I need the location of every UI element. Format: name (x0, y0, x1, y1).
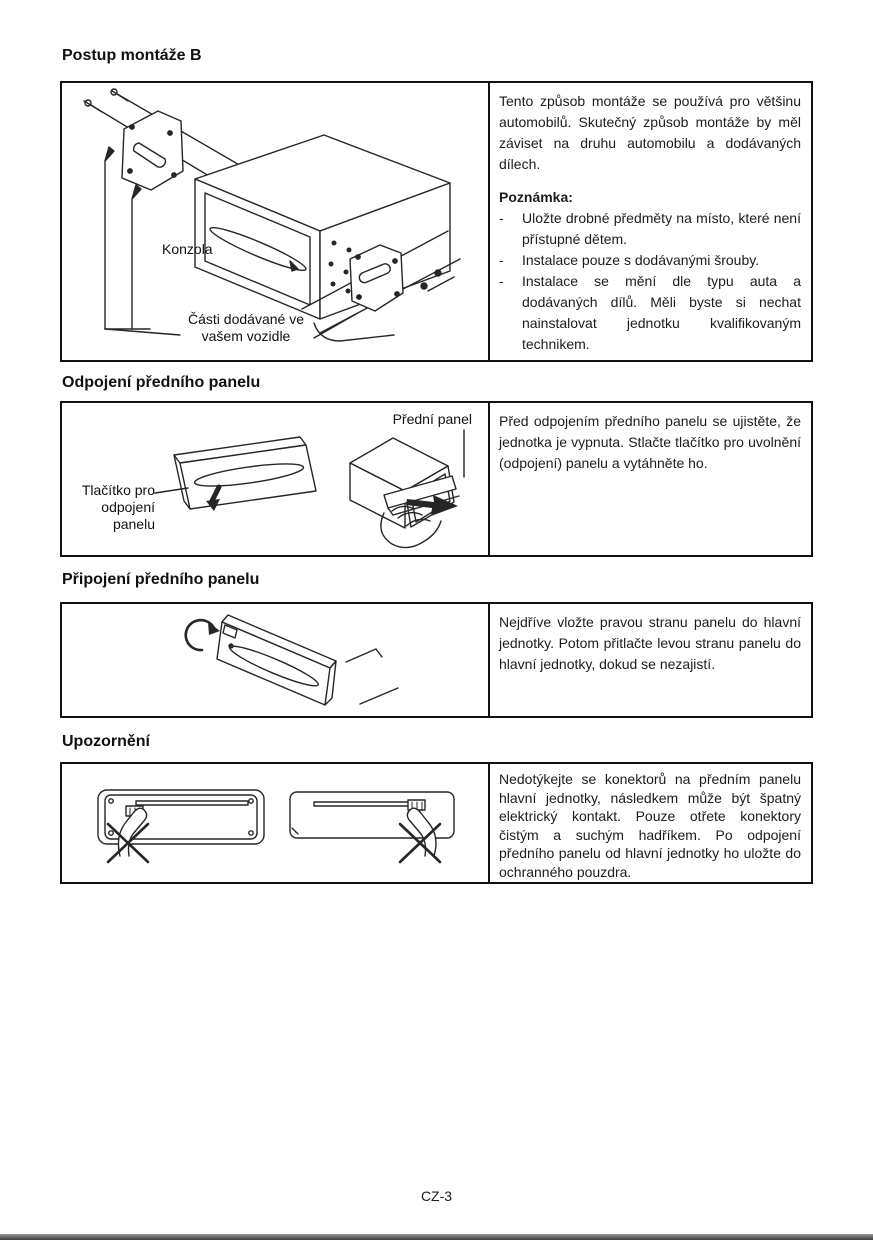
section-heading-caution: Upozornění (62, 733, 150, 750)
note-title: Poznámka: (499, 189, 573, 205)
scan-artifact-bar (0, 1234, 873, 1240)
section-heading-attach-panel: Připojení předního panelu (62, 571, 260, 588)
section-heading-mounting-procedure-b: Postup montáže B (62, 47, 202, 64)
caution-diagram-cell (62, 764, 490, 882)
detach-diagram-cell (62, 403, 490, 555)
label-konzola: Konzola (162, 241, 213, 257)
mounting-procedure-box (60, 81, 813, 362)
detach-text-cell (490, 403, 811, 555)
note-bullet: - Uložte drobné předměty na místo, které není přístupné dětem. (499, 210, 801, 247)
attach-panel-diagram (62, 604, 486, 716)
mounting-text-cell (490, 83, 811, 360)
label-supplied-parts: Části dodávané ve vašem vozidle (188, 311, 304, 344)
label-release-button: Tlačítko pro odpojení panelu (81, 482, 155, 532)
caution-text-cell (490, 764, 811, 882)
attach-text-cell (490, 604, 811, 716)
attach-diagram-cell (62, 604, 490, 716)
mounting-diagram-cell (62, 83, 490, 360)
detach-panel-box (60, 401, 813, 557)
note-bullet: - Instalace pouze s dodávanými šrouby. (499, 252, 760, 268)
caution-diagram (62, 764, 486, 882)
attach-paragraph: Nejdříve vložte pravou stranu panelu do hlavní jednotky. Potom přitlačte levou stranu panelu do hlavní jednotky, dokud se nezajistí. (499, 614, 801, 672)
detach-paragraph: Před odpojením předního panelu se ujistěte, že jednotka je vypnuta. Stlačte tlačítko pro uvolnění (odpojení) panelu a vytáhněte ho. (499, 413, 801, 471)
caution-box (60, 762, 813, 884)
mounting-paragraph: Tento způsob montáže se používá pro většinu automobilů. Skutečný způsob montáže by měl záviset na druhu automobilu a dodávaných dílech. (499, 93, 801, 172)
page-number: CZ-3 (420, 1188, 453, 1204)
attach-panel-box (60, 602, 813, 718)
label-front-panel: Přední panel (392, 411, 472, 427)
note-bullet: - Instalace se mění dle typu auta a dodávaných dílů. Měli byste si nechat nainstalovat jednotku kvalifikovaným technikem. (499, 273, 801, 352)
caution-paragraph: Nedotýkejte se konektorů na předním panelu hlavní jednotky, následkem může být špatný elektrický kontakt. Pouze otřete konektory čistým a suchým hadříkem. Po odpojení předního panelu od hlavní jednotky ho uložte do ochranného pouzdra. (499, 771, 801, 880)
section-heading-detach-panel: Odpojení předního panelu (62, 374, 261, 391)
